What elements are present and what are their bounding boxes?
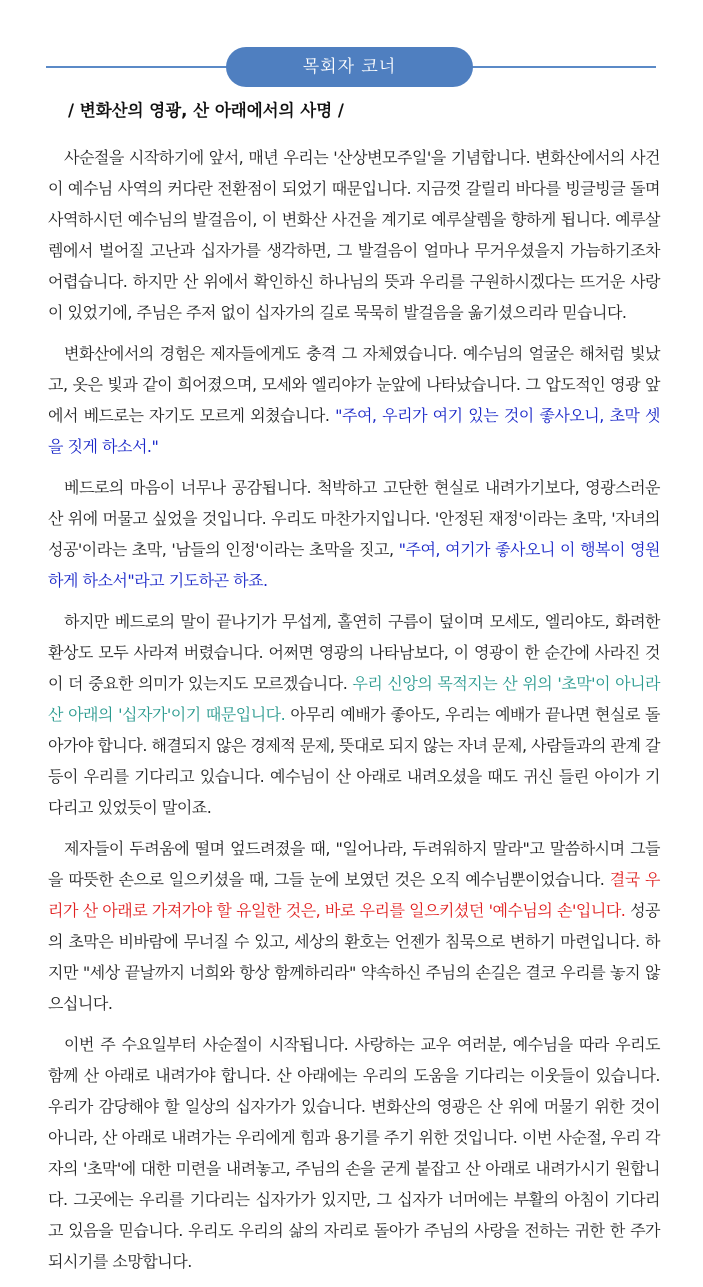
paragraph-3-quote: "주여, 여기가 좋사오니 이 행복이 영원하게 하소서"라고 기도하곤 하죠. <box>48 540 660 590</box>
paragraph-1-text: 사순절을 시작하기에 앞서, 매년 우리는 '산상변모주일'을 기념합니다. 변화산에서의 사건이 예수님 사역의 커다란 전환점이 되었기 때문입니다. 지금껏 갈릴리 바다를 빙글빙글 돌며 사역하시던 예수님의 발걸음이, 이 변화산 사건을 계기로 예루살렘을 향하게 됩니다. 예루살렘에서 벌어질 고난과 십자가를 생각하면, 그 발걸음이 얼마나 무거우셨을지 가늠하기조차 어렵습니다. 하지만 산 위에서 확인하신 하나님의 뜻과 우리를 구원하시겠다는 뜨거운 사랑이 있었기에, 주님은 주저 없이 십자가의 길로 묵묵히 발걸음을 옮기셨으리라 믿습니다. <box>48 148 660 322</box>
paragraph-4-text-after: 아무리 예배가 좋아도, 우리는 예배가 끝나면 현실로 돌아가야 합니다. 해결되지 않은 경제적 문제, 뜻대로 되지 않는 자녀 문제, 사람들과의 관계 갈등이 우리를 기다리고 있습니다. 예수님이 산 아래로 내려오셨을 때도 귀신 들린 아이가 기다리고 있었듯이 말이죠. <box>48 705 661 817</box>
paragraph-5-text-before: 제자들이 두려움에 떨며 엎드려졌을 때, "일어나라, 두려워하지 말라"고 말씀하시며 그들을 따뜻한 손으로 일으키셨을 때, 그들 눈에 보였던 것은 오직 예수님뿐이었습니다. <box>48 839 660 889</box>
paragraph-4-highlight: 우리 신앙의 목적지는 산 위의 '초막'이 아니라 산 아래의 '십자가'이기 때문입니다. <box>48 674 660 724</box>
paragraph-4 <box>48 606 660 823</box>
paragraph-4-text-before: 하지만 베드로의 말이 끝나기가 무섭게, 홀연히 구름이 덮이며 모세도, 엘리야도, 화려한 환상도 모두 사라져 버렸습니다. 어쩌면 영광의 나타남보다, 이 영광이 한 순간에 사라진 것이 더 중요한 의미가 있는지도 모르겠습니다. <box>48 612 660 693</box>
paragraph-3 <box>48 472 660 596</box>
article <box>48 96 660 1287</box>
paragraph-5-text-after: 성공의 초막은 비바람에 무너질 수 있고, 세상의 환호는 언젠가 침묵으로 변하기 마련입니다. 하지만 "세상 끝날까지 너희와 항상 함께하리라" 약속하신 주님의 손길은 결코 우리를 놓지 않으십니다. <box>48 901 661 1013</box>
header-title: 목회자 코너 <box>226 47 473 87</box>
paragraph-5-highlight: 결국 우리가 산 아래로 가져가야 할 유일한 것은, 바로 우리를 일으키셨던 '예수님의 손'입니다. <box>48 870 660 920</box>
paragraph-6 <box>48 1029 660 1277</box>
paragraph-6-text: 이번 주 수요일부터 사순절이 시작됩니다. 사랑하는 교우 여러분, 예수님을 따라 우리도 함께 산 아래로 내려가야 합니다. 산 아래에는 우리의 도움을 기다리는 이웃들이 있습니다. 우리가 감당해야 할 일상의 십자가가 있습니다. 변화산의 영광은 산 위에 머물기 위한 것이 아니라, 산 아래로 내려가는 우리에게 힘과 용기를 주기 위한 것입니다. 이번 사순절, 우리 각자의 '초막'에 대한 미련을 내려놓고, 주님의 손을 굳게 붙잡고 산 아래로 내려가시기 원합니다. 그곳에는 우리를 기다리는 십자가가 있지만, 그 십자가 너머에는 부활의 아침이 기다리고 있음을 믿습니다. 우리도 우리의 삶의 자리로 돌아가 주님의 사랑을 전하는 귀한 한 주가 되시기를 소망합니다. <box>48 1035 660 1271</box>
section-header <box>0 0 703 100</box>
paragraph-2-text: 변화산에서의 경험은 제자들에게도 충격 그 자체였습니다. 예수님의 얼굴은 해처럼 빛났고, 옷은 빛과 같이 희어졌으며, 모세와 엘리야가 눈앞에 나타났습니다. 그 압도적인 영광 앞에서 베드로는 자기도 모르게 외쳤습니다. <box>48 344 660 425</box>
paragraph-2 <box>48 338 660 462</box>
paragraph-1 <box>48 142 660 328</box>
paragraph-2-quote: "주여, 우리가 여기 있는 것이 좋사오니, 초막 셋을 짓게 하소서." <box>48 406 660 456</box>
article-subtitle: / 변화산의 영광, 산 아래에서의 사명 / <box>68 101 344 120</box>
paragraph-5 <box>48 833 660 1019</box>
paragraph-3-text: 베드로의 마음이 너무나 공감됩니다. 척박하고 고단한 현실로 내려가기보다, 영광스러운 산 위에 머물고 싶었을 것입니다. 우리도 마찬가지입니다. '안정된 재정'이라는 초막, '자녀의 성공'이라는 초막, '남들의 인정'이라는 초막을 짓고, <box>48 478 660 559</box>
